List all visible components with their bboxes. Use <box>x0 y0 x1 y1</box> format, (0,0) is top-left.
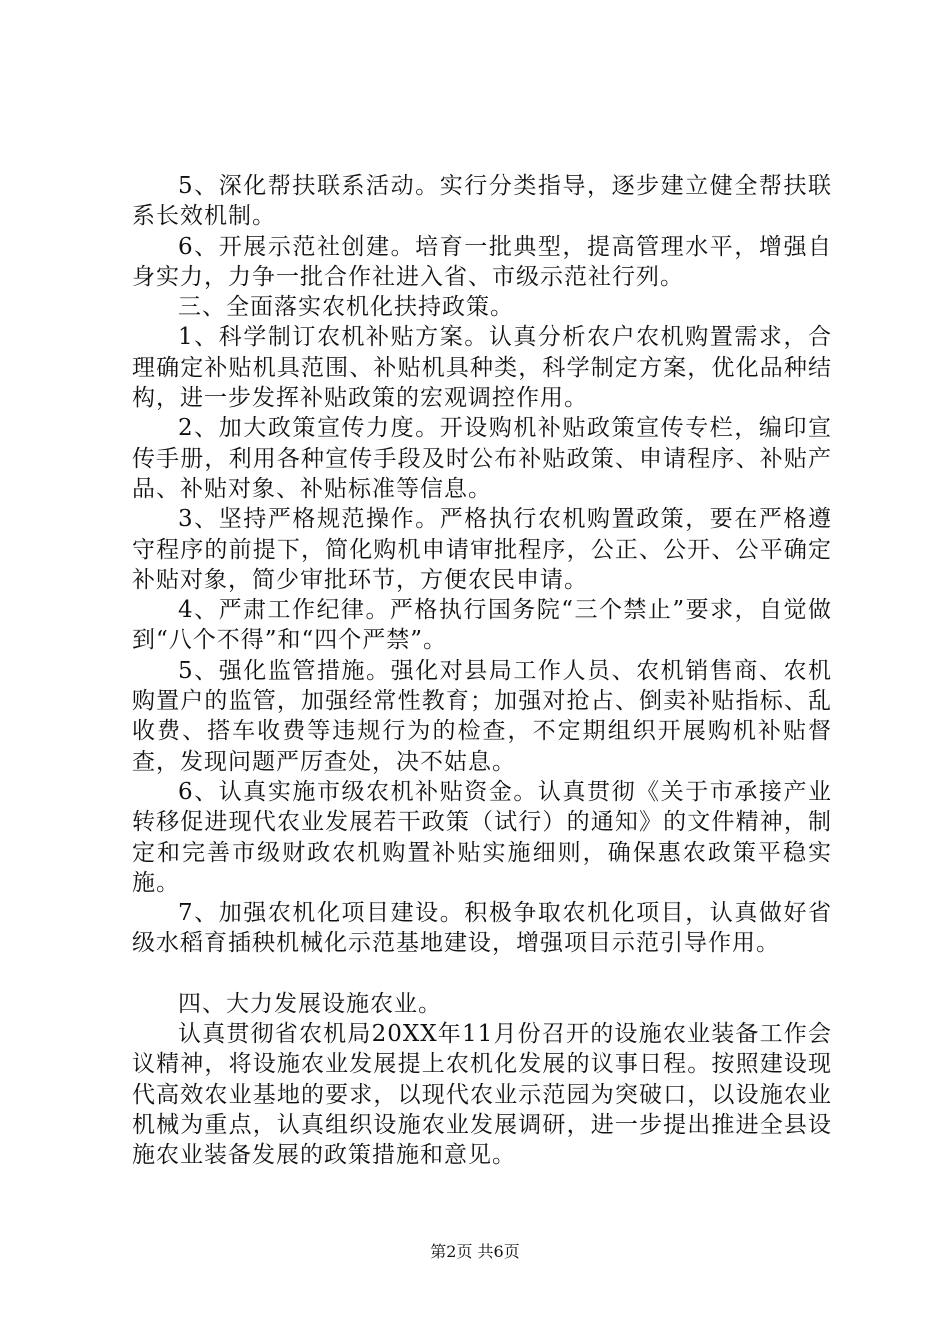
page-footer: 第2页 共6页 <box>430 1242 520 1261</box>
paragraph-spacer <box>132 959 832 989</box>
paragraph: 认真贯彻省农机局20XX年11月份召开的设施农业装备工作会议精神，将设施农业发展提上农机化发展的议事日程。按照建设现代高效农业基地的要求，以现代农业示范园为突破口，以设施农业机械为重点，认真组织设施农业发展调研，进一步提出推进全县设施农业装备发展的政策措施和意见。 <box>132 1021 832 1169</box>
paragraph: 1、科学制订农机补贴方案。认真分析农户农机购置需求，合理确定补贴机具范围、补贴机具种类，科学制定方案，优化品种结构，进一步发挥补贴政策的宏观调控作用。 <box>132 324 832 412</box>
paragraph: 6、认真实施市级农机补贴资金。认真贯彻《关于市承接产业转移促进现代农业发展若干政策（试行）的通知》的文件精神，制定和完善市级财政农机购置补贴实施细则，确保惠农政策平稳实施。 <box>132 778 832 896</box>
paragraph: 7、加强农机化项目建设。积极争取农机化项目，认真做好省级水稻育插秧机械化示范基地建设，增强项目示范引导作用。 <box>132 900 832 957</box>
document-body <box>132 171 832 1171</box>
paragraph: 5、强化监管措施。强化对县局工作人员、农机销售商、农机购置户的监管，加强经常性教育；加强对抢占、倒卖补贴指标、乱收费、搭车收费等违规行为的检查，不定期组织开展购机补贴督查，发现问题严厉查处，决不姑息。 <box>132 657 832 775</box>
paragraph: 3、坚持严格规范操作。严格执行农机购置政策，要在严格遵守程序的前提下，简化购机申请审批程序，公正、公开、公平确定补贴对象，简少审批环节，方便农民申请。 <box>132 506 832 593</box>
paragraph: 4、严肃工作纪律。严格执行国务院“三个禁止”要求，自觉做到“八个不得”和“四个严禁”。 <box>132 597 832 654</box>
paragraph: 6、开展示范社创建。培育一批典型，提高管理水平，增强自身实力，力争一批合作社进入省、市级示范社行列。 <box>132 233 832 290</box>
paragraph: 5、深化帮扶联系活动。实行分类指导，逐步建立健全帮扶联系长效机制。 <box>132 173 832 230</box>
paragraph: 2、加大政策宣传力度。开设购机补贴政策宣传专栏，编印宣传手册，利用各种宣传手段及时公布补贴政策、申请程序、补贴产品、补贴对象、补贴标准等信息。 <box>132 415 832 502</box>
section-heading: 四、大力发展设施农业。 <box>178 990 442 1017</box>
section-heading: 三、全面落实农机化扶持政策。 <box>178 294 514 321</box>
